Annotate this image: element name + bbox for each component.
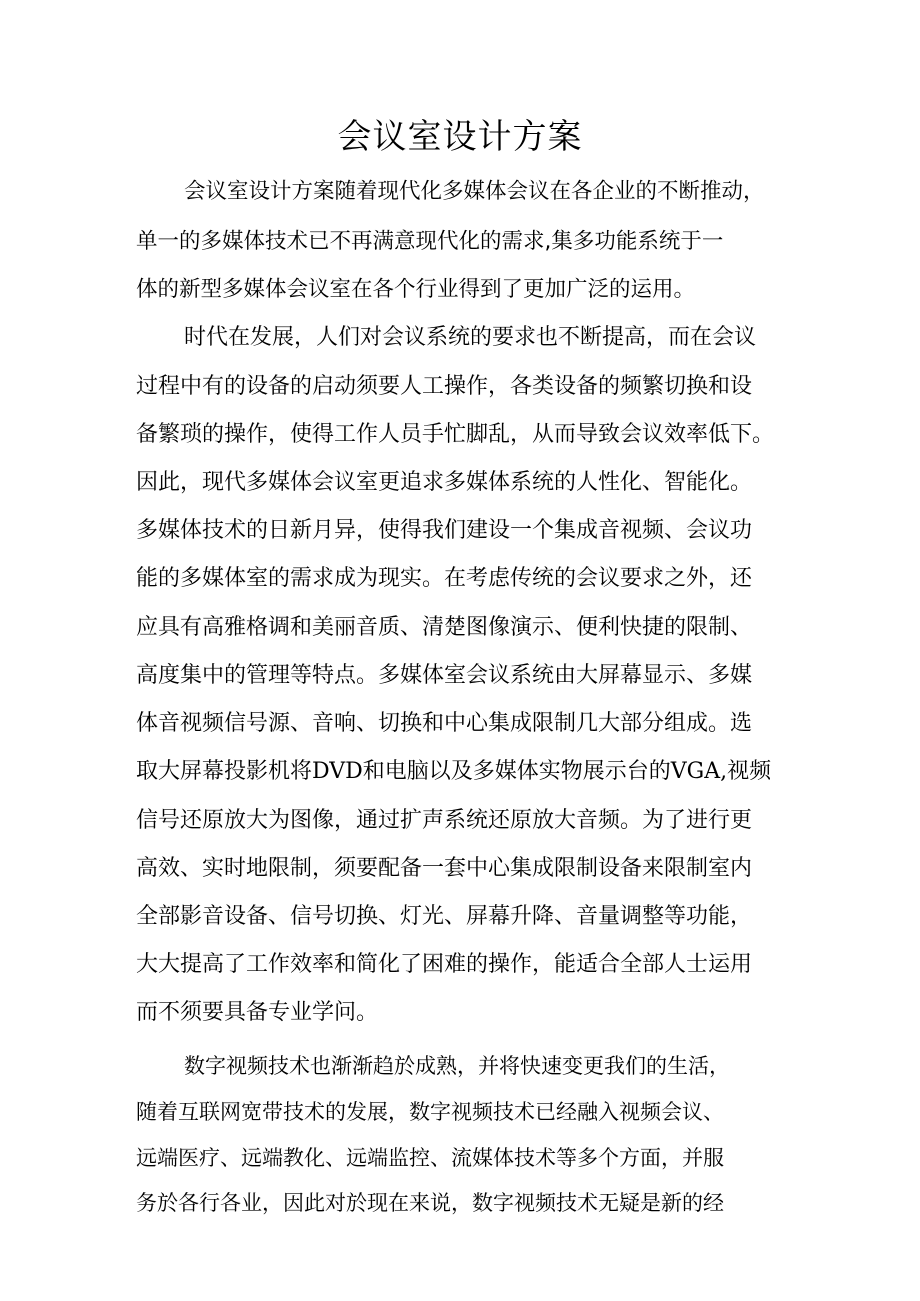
- paragraph-4-line-4: 务於各行各业，因此对於现在来说，数字视频技术无疑是新的经: [136, 1191, 724, 1215]
- paragraph-2-line-4: 因此，现代多媒体会议室更追求多媒体系统的人性化、智能化。: [136, 470, 753, 495]
- paragraph-3-line-6: 取大屏幕投影机将DVD和电脑以及多媒体实物展示台的VGA,视频: [136, 759, 772, 784]
- paragraph-3-line-9: 全部影音设备、信号切换、灯光、屏幕升降、音量调整等功能，: [136, 904, 753, 929]
- paragraph-3-line-10: 大大提高了工作效率和简化了困难的操作，能适合全部人士运用: [136, 952, 753, 977]
- paragraph-3-line-3: 应具有高雅格调和美丽音质、清楚图像演示、便利快捷的限制、: [136, 615, 753, 640]
- paragraph-3-line-1: 多媒体技术的日新月异，使得我们建设一个集成音视频、会议功: [136, 518, 753, 543]
- paragraph-3-line-7: 信号还原放大为图像，通过扩声系统还原放大音频。为了进行更: [136, 808, 753, 833]
- paragraph-3-line-2: 能的多媒体室的需求成为现实。在考虑传统的会议要求之外，还: [136, 566, 753, 591]
- paragraph-2-line-2: 过程中有的设备的启动须要人工操作，各类设备的频繁切换和设: [136, 374, 753, 399]
- paragraph-4-line-3: 远端医疗、远端教化、远端监控、流媒体技术等多个方面，并服: [136, 1146, 724, 1170]
- paragraph-4-line-1: 数字视频技术也渐渐趋於成熟，并将快速变更我们的生活，: [184, 1054, 730, 1078]
- paragraph-2-line-1: 时代在发展，人们对会议系统的要求也不断提高，而在会议: [184, 325, 757, 350]
- paragraph-2-line-3: 备繁琐的操作，使得工作人员手忙脚乱，从而导致会议效率低下。: [136, 422, 775, 447]
- paragraph-1-line-3: 体的新型多媒体会议室在各个行业得到了更加广泛的运用。: [136, 277, 696, 302]
- paragraph-3-line-11: 而不须要具备专业学问。: [136, 1000, 379, 1025]
- paragraph-3-line-5: 体音视频信号源、音响、切换和中心集成限制几大部分组成。选: [136, 711, 753, 736]
- paragraph-3-line-4: 高度集中的管理等特点。多媒体室会议系统由大屏幕显示、多媒: [136, 663, 753, 688]
- paragraph-3-line-8: 高效、实时地限制，须要配备一套中心集成限制设备来限制室内: [136, 856, 753, 881]
- paragraph-4-line-2: 随着互联网宽带技术的发展，数字视频技术已经融入视频会议、: [136, 1100, 724, 1124]
- document-title: 会议室设计方案: [337, 117, 583, 157]
- paragraph-1-line-1: 会议室设计方案随着现代化多媒体会议在各企业的不断推动，: [184, 179, 765, 204]
- paragraph-1-line-2: 单一的多媒体技术已不再满意现代化的需求,集多功能系统于一: [136, 229, 724, 254]
